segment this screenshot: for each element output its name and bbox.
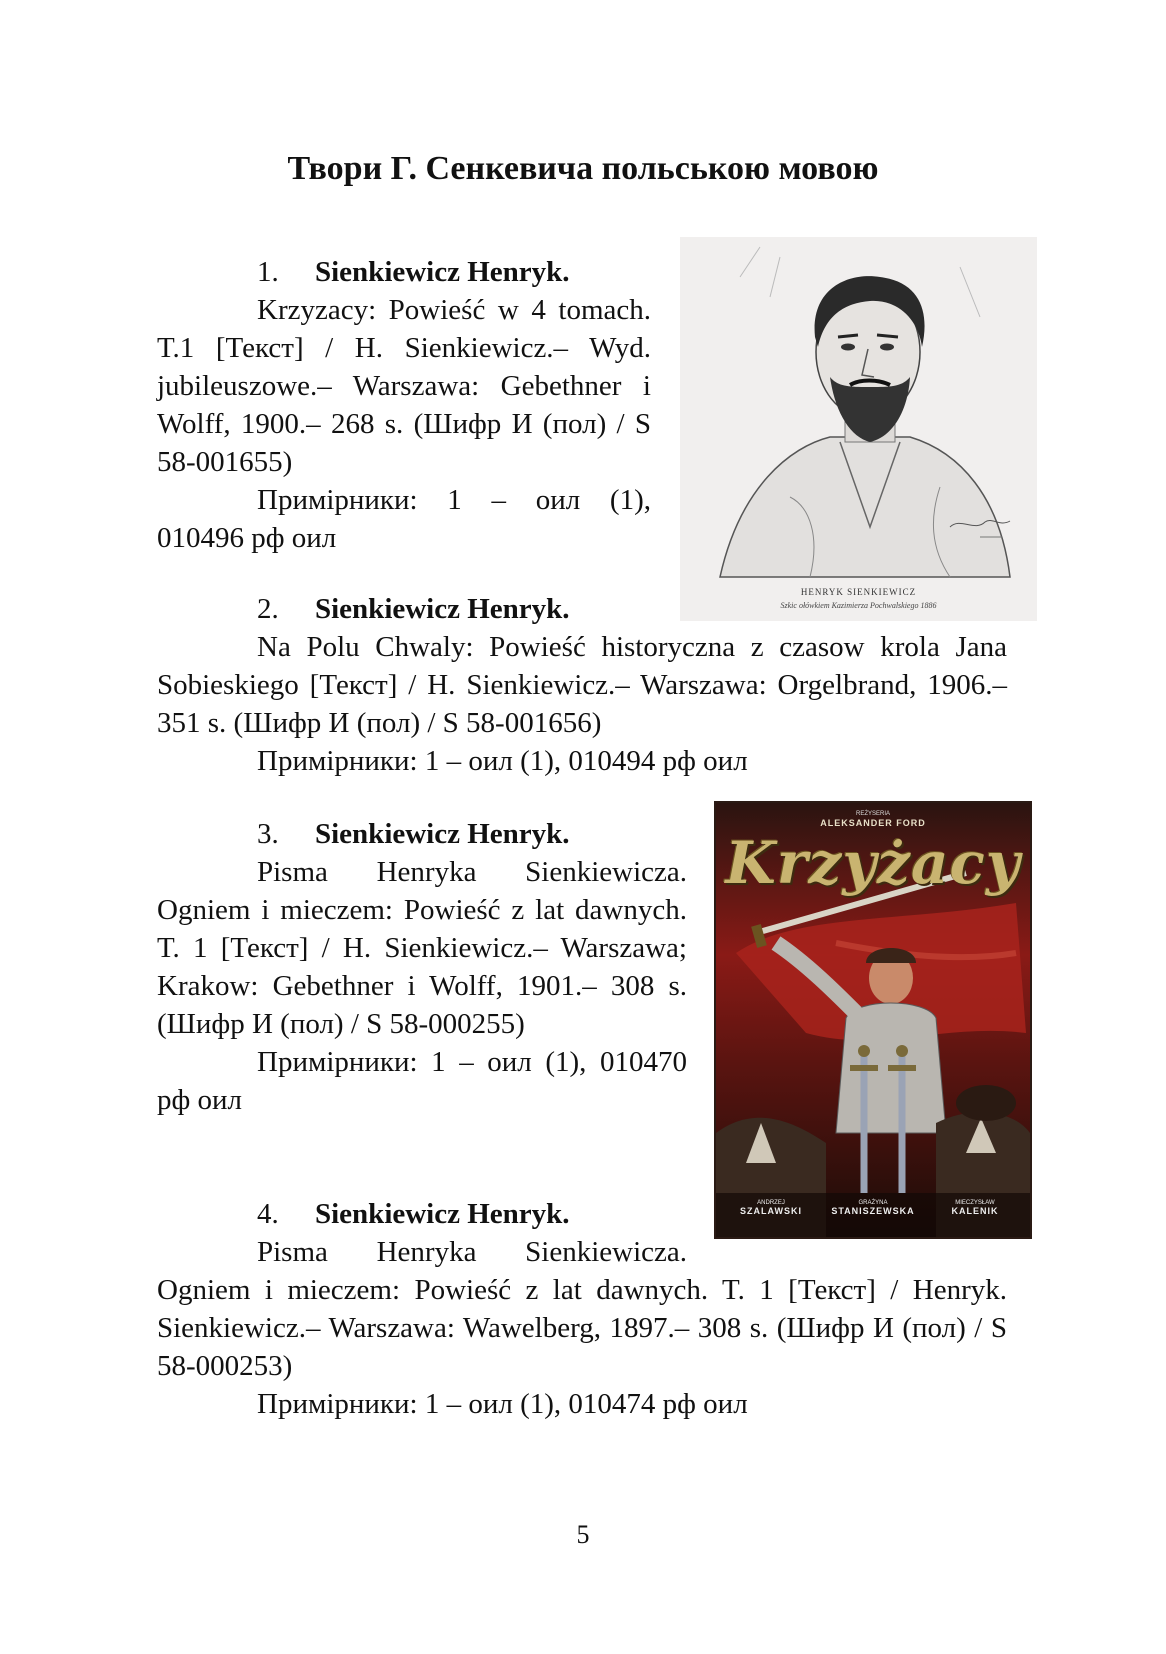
portrait-caption-sub: Szkic ołówkiem Kazimierza Pochwalskiego 1886 xyxy=(780,601,937,610)
bibliography-entry-1 xyxy=(157,253,651,557)
entry-number: 3. xyxy=(257,818,279,850)
poster-cast-1 xyxy=(721,1200,821,1216)
poster-director: ALEKSANDER FORD xyxy=(820,818,926,828)
cast-first-name: MIECZYSŁAW xyxy=(955,1200,995,1206)
portrait-caption-name: HENRYK SIENKIEWICZ xyxy=(800,587,917,597)
entry-author: Sienkiewicz Henryk. xyxy=(315,256,570,288)
entry-heading xyxy=(157,253,651,291)
entry-copies: Примірники: 1 – оил (1), 010496 рф оил xyxy=(157,484,651,554)
entry-copies: Примірники: 1 – оил (1), 010474 рф оил xyxy=(257,1388,748,1420)
portrait-sketch-image xyxy=(680,237,1037,621)
page-number: 5 xyxy=(576,1520,590,1549)
entry-number: 2. xyxy=(257,593,279,625)
bibliography-entry-3 xyxy=(157,815,687,1119)
entry-description: Pisma Henryka Sienkiewicza. Ogniem i mieczem: Powieść z lat dawnych. T. 1 [Текст] / H. Sienkiewicz.– Warszawa; Krakow: Gebethner i Wolff, 1901.– 308 s. (Шифр И (пол) / S 58-000255) xyxy=(157,856,687,1040)
entry-author: Sienkiewicz Henryk. xyxy=(315,593,570,625)
entry-author: Sienkiewicz Henryk. xyxy=(315,818,570,850)
cast-last-name: SZALAWSKI xyxy=(740,1206,802,1216)
poster-title: Krzyżacy xyxy=(725,829,1021,897)
entry-copies: Примірники: 1 – оил (1), 010470 рф оил xyxy=(157,1046,687,1116)
entry-copies: Примірники: 1 – оил (1), 010494 рф оил xyxy=(257,745,748,777)
movie-poster-image xyxy=(714,801,1032,1239)
entry-author: Sienkiewicz Henryk. xyxy=(315,1198,570,1230)
portrait-drawing xyxy=(680,237,1037,582)
entry-number: 4. xyxy=(257,1198,279,1230)
poster-cast-2 xyxy=(823,1200,923,1216)
entry-description: Ogniem i mieczem: Powieść z lat dawnych. T. 1 [Текст] / Henryk. Sienkiewicz.– Warszawa: Wawelberg, 1897.– 308 s. (Шифр И (пол) / S 58-000253) xyxy=(157,1274,1007,1382)
poster-cast-3 xyxy=(925,1200,1025,1216)
page-title: Твори Г. Сенкевича польською мовою xyxy=(287,150,879,187)
entry-description-first-line: Pisma Henryka Sienkiewicza. xyxy=(257,1236,687,1268)
entry-description: Na Polu Chwaly: Powieść historyczna z czasow krola Jana Sobieskiego [Текст] / H. Sienkiewicz.– Warszawa: Orgelbrand, 1906.– 351 s. (Шифр И (пол) / S 58-001656) xyxy=(157,631,1007,739)
cast-last-name: KALENIK xyxy=(951,1206,999,1216)
entry-description: Krzyzacy: Powieść w 4 tomach. T.1 [Текст] / H. Sienkiewicz.– Wyd. jubileuszowe.– Warszawa: Gebethner i Wolff, 1900.– 268 s. (Шифр И (пол) / S 58-001655) xyxy=(157,294,651,478)
poster-director-prefix: REŻYSERIA xyxy=(855,811,890,817)
cast-first-name: GRAŻYNA xyxy=(858,1200,888,1206)
cast-last-name: STANISZEWSKA xyxy=(831,1206,915,1216)
entry-number: 1. xyxy=(257,256,279,288)
cast-first-name: ANDRZEJ xyxy=(757,1200,785,1206)
entry-heading xyxy=(157,815,687,853)
